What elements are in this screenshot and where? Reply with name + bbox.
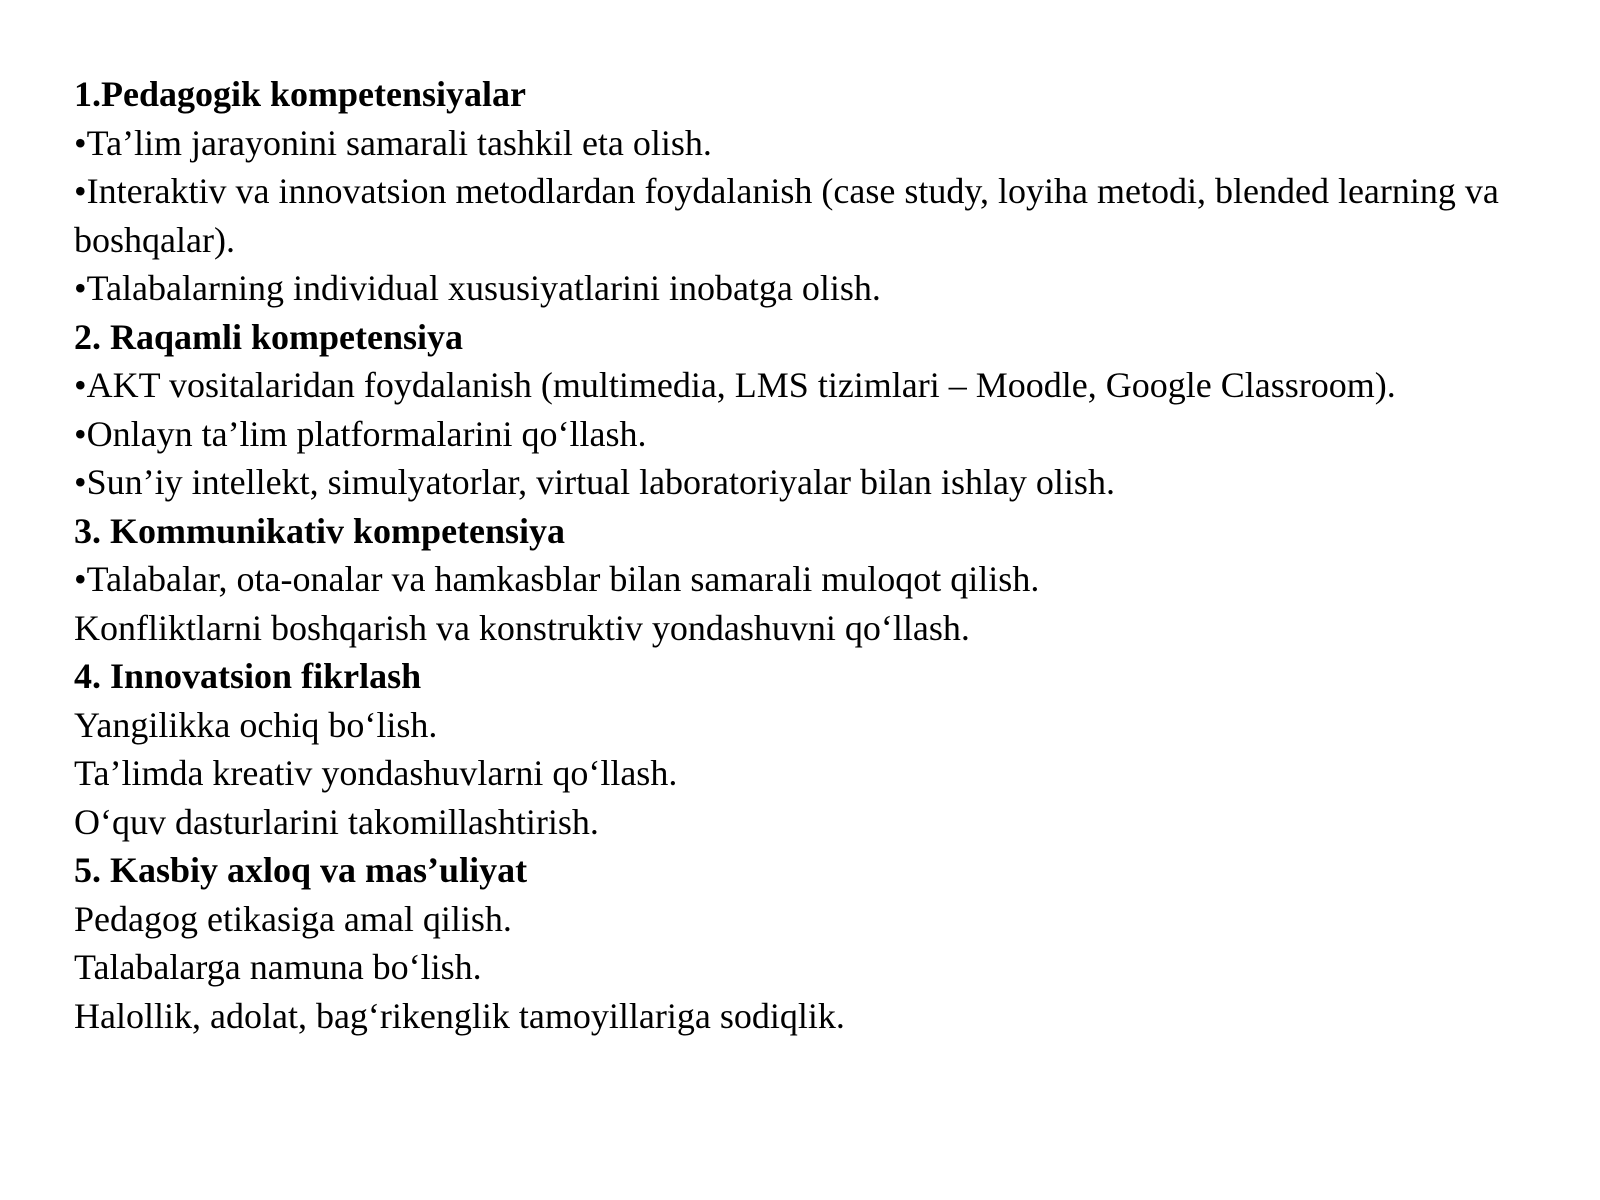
text-line: Pedagog etikasiga amal qilish. — [74, 898, 512, 939]
section-heading: 5. Kasbiy axloq va mas’uliyat — [74, 850, 528, 890]
bullet-item: •Ta’lim jarayonini samarali tashkil eta olish. — [74, 122, 712, 163]
bullet-item: •Onlayn ta’lim platformalarini qo‘llash. — [74, 413, 647, 454]
section-heading: 1.Pedagogik kompetensiyalar — [74, 74, 527, 114]
section-raqamli — [74, 313, 1554, 507]
bullet-item: •Talabalarning individual xususiyatlarini inobatga olish. — [74, 268, 881, 308]
slide-content — [74, 70, 1554, 1040]
text-line: Yangilikka ochiq bo‘lish. — [74, 704, 438, 745]
section-pedagogik — [74, 70, 1554, 313]
section-heading: 4. Innovatsion fikrlash — [74, 656, 422, 696]
text-line: Talabalarga namuna bo‘lish. — [74, 947, 482, 987]
text-line: O‘quv dasturlarini takomillashtirish. — [74, 801, 599, 842]
text-line: Halollik, adolat, bag‘rikenglik tamoyillariga sodiqlik. — [74, 995, 845, 1036]
text-line: Ta’limda kreativ yondashuvlarni qo‘llash. — [74, 753, 678, 793]
bullet-item: •Talabalar, ota-onalar va hamkasblar bilan samarali muloqot qilish. — [74, 559, 1040, 599]
section-heading: 3. Kommunikativ kompetensiya — [74, 510, 566, 551]
text-line: Konfliktlarni boshqarish va konstruktiv yondashuvni qo‘llash. — [74, 607, 970, 648]
section-kommunikativ — [74, 507, 1554, 653]
section-innovatsion — [74, 652, 1554, 846]
bullet-item: •Interaktiv va innovatsion metodlardan foydalanish (case study, loyiha metodi, blended learning va boshqalar). — [74, 171, 1499, 260]
bullet-item: •AKT vositalaridan foydalanish (multimedia, LMS tizimlari – Moodle, Google Classroom). — [74, 365, 1396, 405]
bullet-item: •Sun’iy intellekt, simulyatorlar, virtual laboratoriyalar bilan ishlay olish. — [74, 462, 1115, 502]
section-kasbiy — [74, 846, 1554, 1040]
section-heading: 2. Raqamli kompetensiya — [74, 316, 464, 357]
